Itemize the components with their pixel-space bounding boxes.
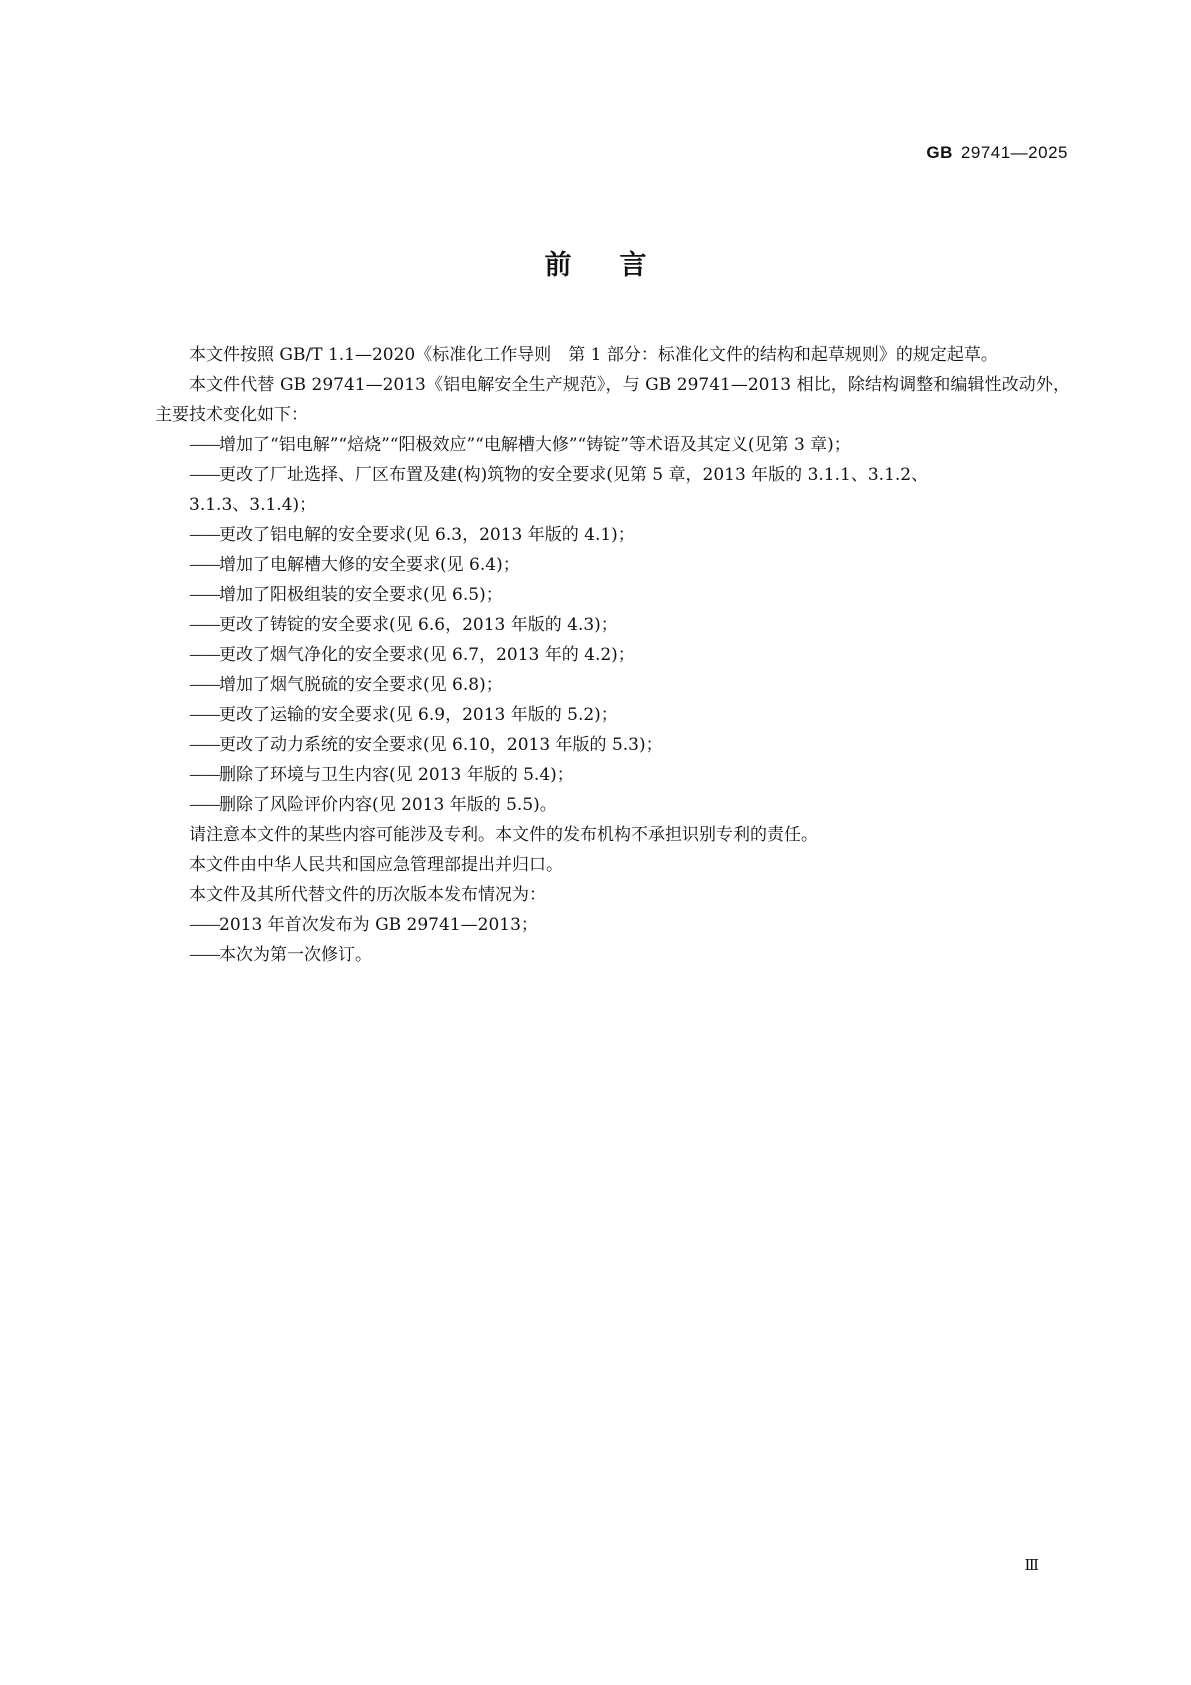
change-item-text: 增加了“铝电解”“焙烧”“阳极效应”“电解槽大修”“铸锭”等术语及其定义(见第 3 章)； xyxy=(219,435,851,455)
change-item-text: 增加了烟气脱硫的安全要求(见 6.8)； xyxy=(219,675,503,695)
change-item xyxy=(155,550,1070,580)
change-item xyxy=(155,670,1070,700)
dash-marker: —— xyxy=(189,525,219,545)
change-item-text: 更改了运输的安全要求(见 6.9，2013 年版的 5.2)； xyxy=(219,705,618,725)
dash-marker: —— xyxy=(189,705,219,725)
dash-marker: —— xyxy=(189,555,219,575)
preface-paragraph: 本文件代替 GB 29741—2013《铝电解安全生产规范》，与 GB 29741—2013 相比，除结构调整和编辑性改动外，主要技术变化如下： xyxy=(155,375,1070,425)
preface-paragraph: 本文件按照 GB/T 1.1—2020《标准化工作导则 第 1 部分：标准化文件的结构和起草规则》的规定起草。 xyxy=(189,345,998,365)
change-item-continuation: 3.1.3、3.1.4)； xyxy=(189,495,317,515)
document-code xyxy=(926,143,1068,163)
history-item xyxy=(155,940,1070,970)
dash-marker: —— xyxy=(189,585,219,605)
document-code-prefix: GB xyxy=(926,143,953,162)
preface-paragraph: 请注意本文件的某些内容可能涉及专利。本文件的发布机构不承担识别专利的责任。 xyxy=(189,825,818,845)
change-item xyxy=(155,580,1070,610)
history-list xyxy=(155,910,1070,970)
history-item xyxy=(155,910,1070,940)
dash-marker: —— xyxy=(189,675,219,695)
page-title: 前言 xyxy=(544,250,695,281)
dash-marker: —— xyxy=(189,435,219,455)
change-item-text: 删除了环境与卫生内容(见 2013 年版的 5.4)； xyxy=(219,765,574,785)
preface-paragraph: 本文件及其所代替文件的历次版本发布情况为： xyxy=(189,885,546,905)
preface-content xyxy=(155,340,1070,970)
dash-marker: —— xyxy=(189,615,219,635)
dash-marker: —— xyxy=(189,645,219,665)
history-item-text: 2013 年首次发布为 GB 29741—2013； xyxy=(219,915,538,935)
change-item xyxy=(155,610,1070,640)
change-item-text: 更改了烟气净化的安全要求(见 6.7，2013 年的 4.2)； xyxy=(219,645,635,665)
dash-marker: —— xyxy=(189,465,219,485)
change-item-text: 增加了电解槽大修的安全要求(见 6.4)； xyxy=(219,555,520,575)
dash-marker: —— xyxy=(189,915,219,935)
change-item xyxy=(155,430,1070,460)
change-item xyxy=(155,760,1070,790)
dash-marker: —— xyxy=(189,765,219,785)
history-item-text: 本次为第一次修订。 xyxy=(219,945,372,965)
change-item-text: 更改了铝电解的安全要求(见 6.3，2013 年版的 4.1)； xyxy=(219,525,635,545)
change-item xyxy=(155,460,1070,520)
change-list xyxy=(155,430,1070,820)
dash-marker: —— xyxy=(189,735,219,755)
document-code-number: 29741—2025 xyxy=(960,143,1068,162)
dash-marker: —— xyxy=(189,945,219,965)
change-item-text: 删除了风险评价内容(见 2013 年版的 5.5)。 xyxy=(219,795,557,815)
preface-paragraph: 本文件由中华人民共和国应急管理部提出并归口。 xyxy=(189,855,563,875)
change-item xyxy=(155,730,1070,760)
change-item-text: 增加了阳极组装的安全要求(见 6.5)； xyxy=(219,585,503,605)
change-item xyxy=(155,700,1070,730)
dash-marker: —— xyxy=(189,795,219,815)
change-item xyxy=(155,640,1070,670)
page-number: Ⅲ xyxy=(1024,1556,1039,1574)
change-item-text: 更改了铸锭的安全要求(见 6.6，2013 年版的 4.3)； xyxy=(219,615,618,635)
change-item-text: 更改了厂址选择、厂区布置及建(构)筑物的安全要求(见第 5 章，2013 年版的 3.1.1、3.1.2、 xyxy=(219,465,929,485)
change-item-text: 更改了动力系统的安全要求(见 6.10，2013 年版的 5.3)； xyxy=(219,735,663,755)
change-item xyxy=(155,790,1070,820)
change-item xyxy=(155,520,1070,550)
